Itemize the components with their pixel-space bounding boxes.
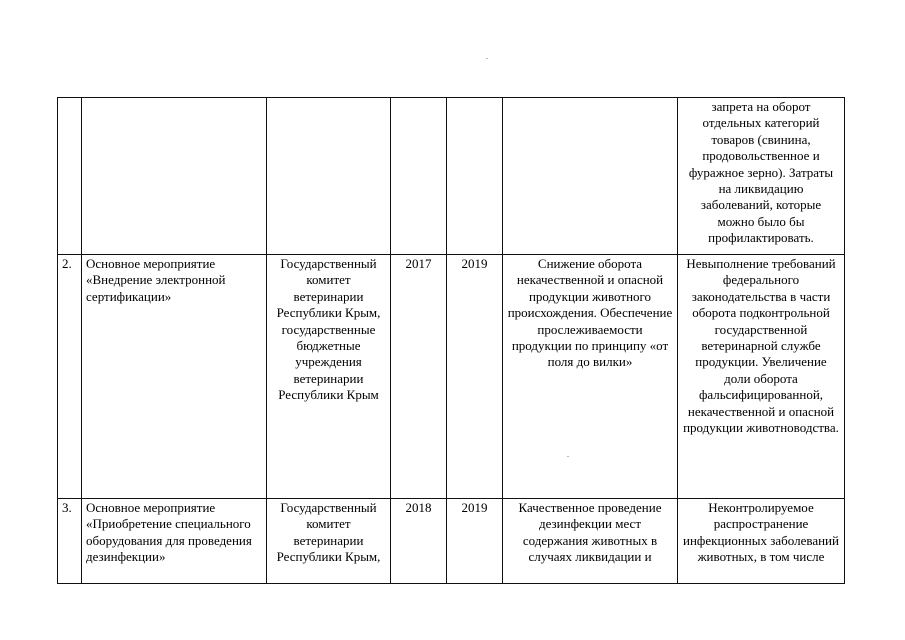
result-cell	[503, 98, 678, 255]
consequence-cell: Невыполнение требований федерального законодательства в части оборота подконтрольной государственной ветеринарной службе продукции. Увеличение доли оборота фальсифицированной, некачественной и опасной продукции животноводства.	[678, 255, 845, 499]
table-row	[58, 255, 845, 499]
consequence-cell: Неконтролируемое распространение инфекционных заболеваний животных, в том числе	[678, 499, 845, 584]
program-measures-table	[57, 97, 845, 584]
end-year-cell: 2019	[447, 255, 503, 499]
executor-cell	[267, 98, 391, 255]
executor-cell: Государственный комитет ветеринарии Республики Крым, государственные бюджетные учреждения ветеринарии Республики Крым	[267, 255, 391, 499]
row-number-cell	[58, 98, 82, 255]
end-year-cell: 2019	[447, 499, 503, 584]
table-row	[58, 98, 845, 255]
event-cell	[82, 98, 267, 255]
start-year-cell	[391, 98, 447, 255]
row-number-cell: 3.	[58, 499, 82, 584]
table-row	[58, 499, 845, 584]
scan-speck	[486, 58, 488, 59]
end-year-cell	[447, 98, 503, 255]
result-cell: Качественное проведение дезинфекции мест содержания животных в случаях ликвидации и	[503, 499, 678, 584]
executor-cell: Государственный комитет ветеринарии Республики Крым,	[267, 499, 391, 584]
row-number-cell: 2.	[58, 255, 82, 499]
event-cell: Основное мероприятие «Внедрение электронной сертификации»	[82, 255, 267, 499]
event-cell: Основное мероприятие «Приобретение специального оборудования для проведения дезинфекции»	[82, 499, 267, 584]
start-year-cell: 2017	[391, 255, 447, 499]
consequence-cell: запрета на оборот отдельных категорий товаров (свинина, продовольственное и фуражное зерно). Затраты на ликвидацию заболеваний, которые можно было бы профилактировать.	[678, 98, 845, 255]
result-cell: Снижение оборота некачественной и опасной продукции животного происхождения. Обеспечение прослеживаемости продукции по принципу «от поля до вилки»	[503, 255, 678, 499]
start-year-cell: 2018	[391, 499, 447, 584]
